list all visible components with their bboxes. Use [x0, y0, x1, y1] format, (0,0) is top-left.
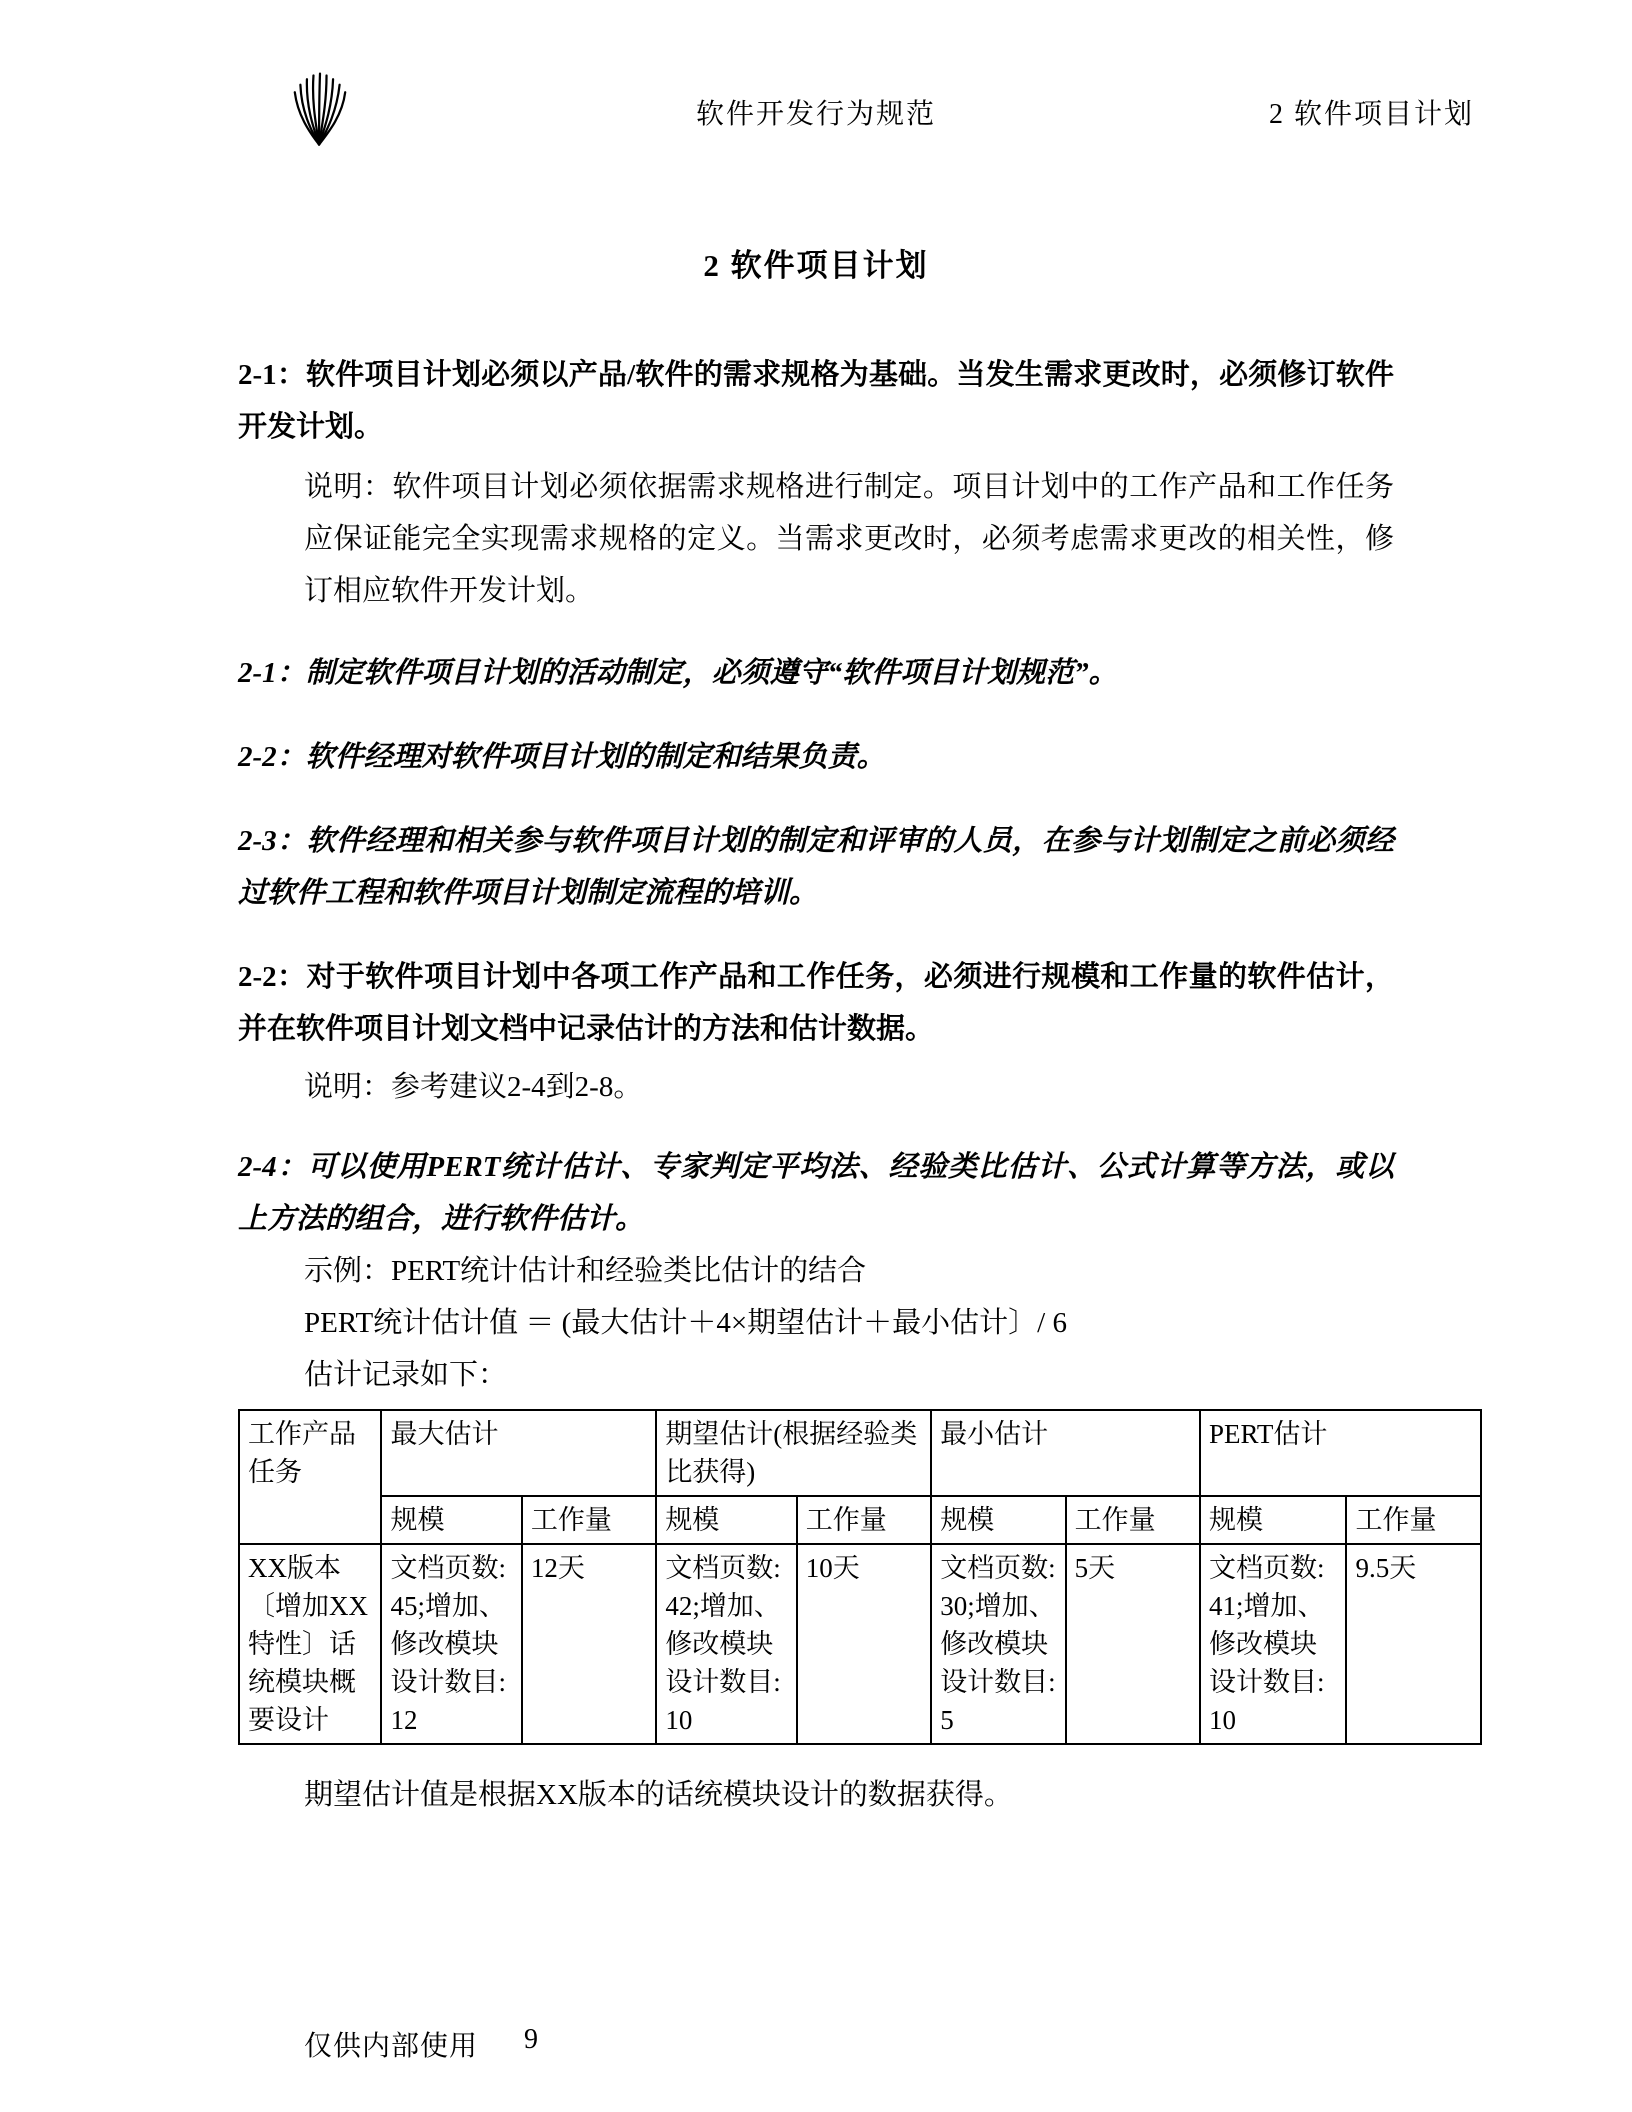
table-cell-pert-scale: 文档页数:41;增加、修改模块设计数目:10 — [1200, 1544, 1346, 1744]
footer-page-number: 9 — [524, 2024, 540, 2055]
table-cell-min-scale: 文档页数:30;增加、修改模块设计数目:5 — [931, 1544, 1065, 1744]
table-data-row — [239, 1544, 1481, 1744]
header-document-title: 软件开发行为规范 — [695, 99, 936, 130]
rule-2-1-paragraph: 2-1：软件项目计划必须以产品/软件的需求规格为基础。当发生需求更改时，必须修订软件开发计划。 — [238, 359, 1394, 443]
table-sub-header-cell: 工作量 — [522, 1496, 656, 1544]
rule-2-2-paragraph: 2-2：对于软件项目计划中各项工作产品和工作任务，必须进行规模和工作量的软件估计，并在软件项目计划文档中记录估计的方法和估计数据。 — [238, 961, 1394, 1045]
guide-2-4-paragraph: 2-4：可以使用PERT统计估计、专家判定平均法、经验类比估计、公式计算等方法，或以上方法的组合，进行软件估计。 — [238, 1151, 1394, 1235]
guide-2-3-paragraph: 2-3：软件经理和相关参与软件项目计划的制定和评审的人员，在参与计划制定之前必须经过软件工程和软件项目计划制定流程的培训。 — [238, 825, 1394, 909]
estimate-record-table — [238, 1409, 1482, 1745]
guide-2-2-paragraph: 2-2：软件经理对软件项目计划的制定和结果负责。 — [238, 741, 886, 773]
rule-2-2-note: 说明：参考建议2-4到2-8。 — [304, 1071, 643, 1103]
table-sub-header-row — [239, 1496, 1481, 1544]
table-cell-expected-effort: 10天 — [797, 1544, 931, 1744]
table-sub-header-cell: 工作量 — [797, 1496, 931, 1544]
table-sub-header-cell: 工作量 — [1066, 1496, 1200, 1544]
table-cell-expected-scale: 文档页数:42;增加、修改模块设计数目:10 — [656, 1544, 796, 1744]
rule-2-1-note: 说明：软件项目计划必须依据需求规格进行制定。项目计划中的工作产品和工作任务应保证能完全实现需求规格的定义。当需求更改时，必须考虑需求更改的相关性，修订相应软件开发计划。 — [304, 471, 1394, 607]
guide-2-1-paragraph: 2-1：制定软件项目计划的活动制定，必须遵守“软件项目计划规范”。 — [238, 657, 1118, 689]
table-group-header-min: 最小估计 — [931, 1410, 1200, 1496]
pert-formula-line: PERT统计估计值 ＝ (最大估计＋4×期望估计＋最小估计〕/ 6 — [304, 1307, 1067, 1339]
table-corner-header-cell: 工作产品任务 — [239, 1410, 381, 1544]
header-chapter-title: 2 软件项目计划 — [1268, 99, 1474, 130]
footer-classification: 仅供内部使用 — [304, 2031, 479, 2062]
page-header — [0, 0, 1632, 170]
table-cell-min-effort: 5天 — [1066, 1544, 1200, 1744]
estimate-record-intro: 估计记录如下： — [304, 1359, 508, 1391]
table-cell-pert-effort: 9.5天 — [1346, 1544, 1481, 1744]
table-sub-header-cell: 规模 — [381, 1496, 521, 1544]
after-table-note: 期望估计值是根据XX版本的话统模块设计的数据获得。 — [304, 1779, 1013, 1811]
table-sub-header-cell: 规模 — [1200, 1496, 1346, 1544]
table-group-header-pert: PERT估计 — [1200, 1410, 1481, 1496]
page-footer — [304, 2024, 539, 2064]
table-cell-max-effort: 12天 — [522, 1544, 656, 1744]
example-intro-line: 示例：PERT统计估计和经验类比估计的结合 — [304, 1255, 867, 1287]
table-group-header-max: 最大估计 — [381, 1410, 656, 1496]
table-sub-header-cell: 规模 — [931, 1496, 1065, 1544]
table-cell-max-scale: 文档页数:45;增加、修改模块设计数目:12 — [381, 1544, 521, 1744]
chapter-title: 2 软件项目计划 — [703, 248, 929, 283]
table-sub-header-cell: 规模 — [656, 1496, 796, 1544]
table-sub-header-cell: 工作量 — [1346, 1496, 1481, 1544]
table-group-header-row — [239, 1410, 1481, 1496]
table-group-header-expected: 期望估计(根据经验类比获得) — [656, 1410, 931, 1496]
table-cell-work-product: XX版本〔增加XX特性〕话统模块概要设计 — [239, 1544, 381, 1744]
